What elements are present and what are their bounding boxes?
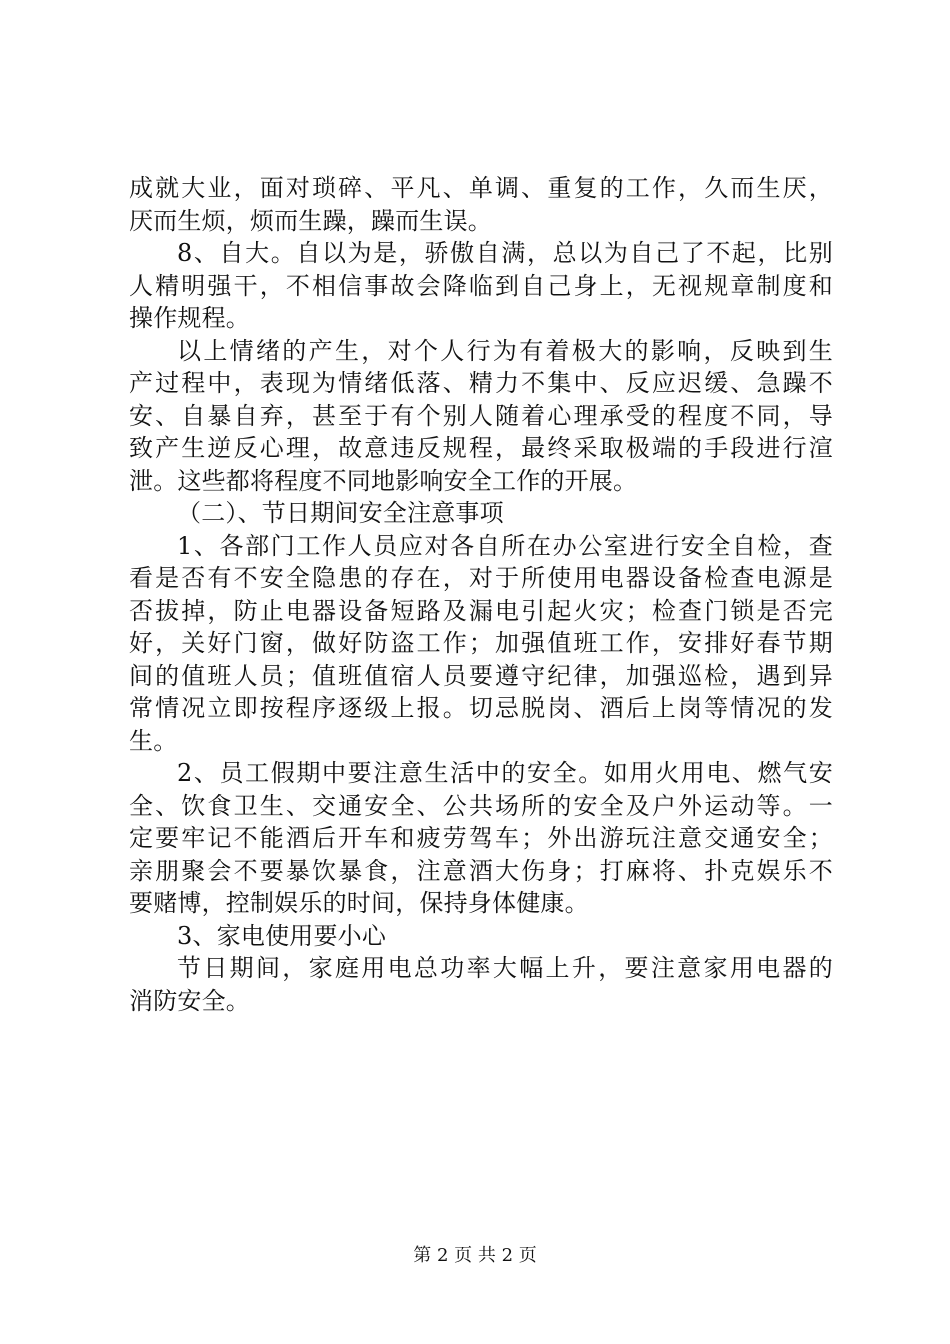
text-line: 产过程中，表现为情绪低落、精力不集中、反应迟缓、急躁不 [129,369,833,397]
text-line: 致产生逆反心理，故意违反规程，最终采取极端的手段进行渲 [129,434,833,462]
document-body [129,172,833,1017]
page-footer: 第 2 页 共 2 页 [413,1245,537,1266]
text-line: 看是否有不安全隐患的存在，对于所使用电器设备检查电源是 [129,564,833,592]
text-line: 成就大业，面对琐碎、平凡、单调、重复的工作，久而生厌， [129,174,833,202]
text-line: 以上情绪的产生，对个人行为有着极大的影响，反映到生 [177,336,833,365]
text-line: 亲朋聚会不要暴饮暴食，注意酒大伤身；打麻将、扑克娱乐不 [129,856,833,885]
text-line: 常情况立即按程序逐级上报。切忌脱岗、酒后上岗等情况的发 [129,694,833,722]
text-line: 全、饮食卫生、交通安全、公共场所的安全及户外运动等。一 [129,791,833,820]
text-line: 1、各部门工作人员应对各自所在办公室进行安全自检，查 [177,531,833,560]
text-line: 间的值班人员；值班值宿人员要遵守纪律，加强巡检，遇到异 [129,661,833,690]
text-line: 操作规程。 [129,304,250,332]
text-line: 人精明强干，不相信事故会降临到自己身上，无视规章制度和 [129,271,833,300]
text-line: 8、自大。自以为是，骄傲自满，总以为自己了不起，比别 [177,239,833,267]
text-line: 好，关好门窗，做好防盗工作；加强值班工作，安排好春节期 [129,629,833,657]
text-line: 安、自暴自弃，甚至于有个别人随着心理承受的程度不同，导 [129,401,833,430]
text-line: 2、员工假期中要注意生活中的安全。如用火用电、燃气安 [177,759,833,787]
text-line: 定要牢记不能酒后开车和疲劳驾车；外出游玩注意交通安全； [129,824,833,852]
text-line: 3、家电使用要小心 [177,921,387,950]
text-line: 生。 [129,726,178,755]
text-line: 否拔掉，防止电器设备短路及漏电引起火灾；检查门锁是否完 [129,596,833,625]
text-line: 节日期间，家庭用电总功率大幅上升，要注意家用电器的 [177,954,833,982]
text-line: 消防安全。 [129,986,250,1015]
text-line: 厌而生烦，烦而生躁，躁而生误。 [129,206,492,235]
text-line: 要赌博，控制娱乐的时间，保持身体健康。 [129,889,589,917]
text-line: （二）、节日期间安全注意事项 [177,499,504,527]
text-line: 泄。这些都将程度不同地影响安全工作的开展。 [129,466,638,495]
